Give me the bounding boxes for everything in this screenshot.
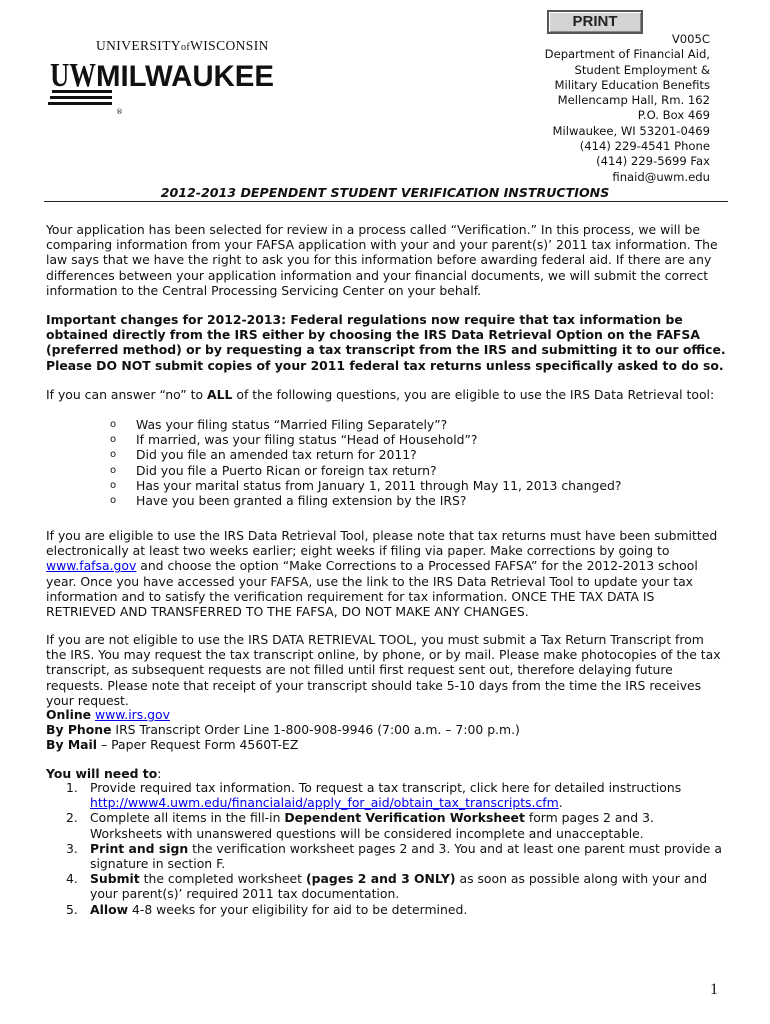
tax-transcript-link[interactable]: http://www4.uwm.edu/financialaid/apply_for_aid/obtain_tax_transcripts.cfm xyxy=(90,795,559,811)
bullet: o xyxy=(110,495,117,507)
question-text: Did you file a Puerto Rican or foreign tax return? xyxy=(136,462,437,478)
list-item xyxy=(46,810,728,840)
online-label: Online xyxy=(46,707,92,722)
form-code: V005C xyxy=(671,32,710,46)
answer-no-post: of the following questions, you are eligible to use the IRS Data Retrieval tool: xyxy=(232,387,715,402)
eligible-text-continued: and choose the option “Make Corrections to a Processed FAFSA” for the 2012-2013 school year. Once you have accessed your FAFSA, use the link to the IRS Data Retrieval Tool to update your tax information and to satisfy the verification requirement for tax information. ONCE THE TAX DATA IS RETRIEVED AND TRANSFERRED TO THE FAFSA, DO NOT MAKE ANY CHANGES. xyxy=(46,558,698,620)
step-number: 3. xyxy=(66,840,78,856)
list-item xyxy=(46,841,728,871)
step-bold: Dependent Verification Worksheet xyxy=(284,810,525,826)
question-text: Has your marital status from January 1, 2011 through May 11, 2013 changed? xyxy=(136,477,622,493)
eligible-paragraph xyxy=(46,528,728,619)
bullet: o xyxy=(110,464,117,476)
office-address xyxy=(545,32,710,185)
step-text: the completed worksheet xyxy=(139,871,306,887)
step-bold: Submit xyxy=(90,871,140,887)
document-title: 2012-2013 DEPENDENT STUDENT VERIFICATION INSTRUCTIONS xyxy=(160,185,610,200)
step-number: 4. xyxy=(66,871,78,887)
need-heading xyxy=(46,766,728,781)
step-number: 5. xyxy=(66,901,78,917)
step-text-end: form pages 2 and 3. Worksheets with unanswered questions will be considered incomplete and unacceptable. xyxy=(90,810,654,841)
steps-list xyxy=(46,780,728,917)
answer-no-pre: If you can answer “no” to xyxy=(46,387,208,402)
step-number: 1. xyxy=(66,780,78,795)
bullet: o xyxy=(110,419,117,430)
list-item xyxy=(110,463,621,478)
print-button[interactable]: PRINT xyxy=(547,10,643,34)
question-text: Was your filing status “Married Filing Separately”? xyxy=(136,417,448,432)
phone-label: By Phone xyxy=(46,722,112,738)
important-paragraph: Important changes for 2012-2013: Federal regulations now require that tax information be obtained directly from the IRS either by choosing the IRS Data Retrieval Option on the FAFSA (preferred method) or by requesting a tax transcript from the IRS and submitting it to our office. Please DO NOT submit copies of your 2011 federal tax returns unless specifically asked to do so. xyxy=(46,312,726,373)
page-number: 1 xyxy=(710,981,718,998)
address-line: Milwaukee, WI 53201-0469 xyxy=(552,123,710,138)
uwm-logo xyxy=(44,38,284,118)
list-item xyxy=(110,432,621,447)
logo-university: UNIVERSITY xyxy=(96,38,181,53)
answer-no-paragraph xyxy=(46,387,728,402)
eligible-text: If you are eligible to use the IRS Data Retrieval Tool, please note that tax returns must have been submitted electronically at least two weeks earlier; eight weeks if filing via paper. Make corrections by going to xyxy=(46,528,718,559)
step-text: Complete all items in the fill-in xyxy=(90,810,285,826)
bullet: o xyxy=(110,434,117,446)
step-text-end: . xyxy=(558,795,563,811)
fax-number: (414) 229-5699 Fax xyxy=(596,154,710,169)
list-item xyxy=(110,417,621,432)
question-text: Have you been granted a filing extension by the IRS? xyxy=(136,493,467,509)
step-text: Provide required tax information. To request a tax transcript, click here for detailed instructions xyxy=(90,780,682,795)
bullet: o xyxy=(110,449,117,461)
step-text-end: as soon as possible along with your and your parent(s)’ required 2011 tax documentation. xyxy=(90,871,708,902)
mail-label: By Mail xyxy=(46,737,98,753)
method-mail xyxy=(46,737,728,752)
title-underline xyxy=(44,201,728,202)
answer-no-bold: ALL xyxy=(207,387,233,402)
step-bold: Allow xyxy=(90,901,129,917)
bullet: o xyxy=(110,479,117,491)
step-bold-2: (pages 2 and 3 ONLY) xyxy=(305,871,456,887)
fafsa-link[interactable]: www.fafsa.gov xyxy=(46,558,137,574)
step-text: 4-8 weeks for your eligibility for aid to be determined. xyxy=(128,901,468,917)
list-item xyxy=(110,447,621,462)
not-eligible-paragraph: If you are not eligible to use the IRS DATA RETRIEVAL TOOL, you must submit a Tax Return Transcript from the IRS. You may request the tax transcript online, by phone, or by mail. Please make photocopies of the tax transcript, as subsequent requests are not filled until first request sent out, therefore delaying future requests. Please note that receipt of your transcript should take 5-10 days from the time the IRS receives your request. xyxy=(46,632,721,708)
mail-text: – Paper Request Form 4560T-EZ xyxy=(97,737,299,753)
step-number: 2. xyxy=(66,810,78,826)
address-line: P.O. Box 469 xyxy=(637,108,710,123)
address-line: Department of Financial Aid, xyxy=(544,47,710,62)
logo-registered: ® xyxy=(116,108,123,116)
address-line: Military Education Benefits xyxy=(554,77,710,92)
email-address: finaid@uwm.edu xyxy=(612,169,710,184)
list-item xyxy=(46,871,728,901)
step-bold: Print and sign xyxy=(90,840,189,856)
phone-text: IRS Transcript Order Line 1-800-908-9946 (7:00 a.m. – 7:00 p.m.) xyxy=(111,722,520,738)
logo-milwaukee: MILWAUKEE xyxy=(96,60,274,93)
logo-of: of xyxy=(181,42,191,53)
irs-link[interactable]: www.irs.gov xyxy=(95,707,170,722)
method-online xyxy=(46,707,728,722)
list-item xyxy=(110,493,621,508)
question-text: If married, was your filing status “Head of Household”? xyxy=(136,432,478,448)
need-label: You will need to xyxy=(46,766,158,781)
intro-paragraph: Your application has been selected for review in a process called “Verification.” In this process, we will be comparing information from your FAFSA application with your and your parent(s)’ 2011 tax information. The law says that we have the right to ask you for this information before awarding federal aid. If there are any differences between your application information and your financial documents, we will submit the correct information to the Central Processing Servicing Center on your behalf. xyxy=(46,222,718,298)
step-text: the verification worksheet pages 2 and 3. You and at least one parent must provide a signature in section F. xyxy=(90,840,722,872)
questions-list xyxy=(110,417,621,508)
need-colon: : xyxy=(157,766,162,781)
logo-uw: UW xyxy=(50,57,96,94)
address-line: Student Employment & xyxy=(574,62,710,77)
logo-wisconsin: WISCONSIN xyxy=(190,38,269,53)
method-phone xyxy=(46,722,728,737)
phone-number: (414) 229-4541 Phone xyxy=(579,139,710,154)
logo-wordmark xyxy=(44,38,284,118)
list-item xyxy=(46,902,728,917)
list-item xyxy=(110,478,621,493)
question-text: Did you file an amended tax return for 2011? xyxy=(136,447,417,463)
request-methods xyxy=(46,707,728,753)
address-line: Mellencamp Hall, Rm. 162 xyxy=(557,93,710,108)
list-item xyxy=(46,780,728,810)
